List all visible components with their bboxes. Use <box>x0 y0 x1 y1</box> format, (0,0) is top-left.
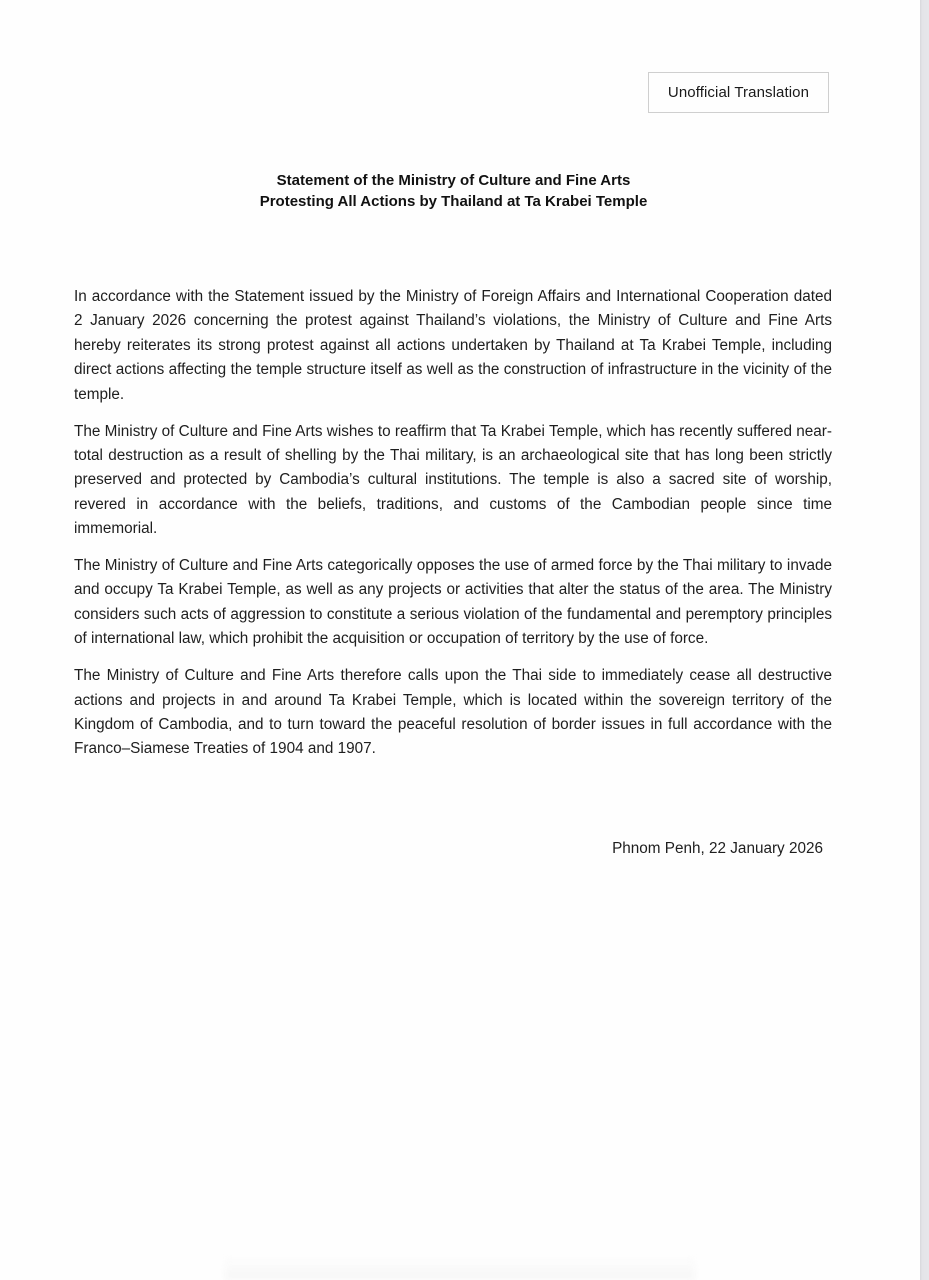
title-line-2: Protesting All Actions by Thailand at Ta Krabei Temple <box>259 193 648 210</box>
statement-body <box>74 285 832 774</box>
paragraph-3: The Ministry of Culture and Fine Arts categorically opposes the use of armed force by the Thai military to invade and occupy Ta Krabei Temple, as well as any projects or activities that alter the status of the area. The Ministry considers such acts of aggression to constitute a serious violation of the fundamental and peremptory principles of international law, which prohibit the acquisition or occupation of territory by the use of force. <box>74 557 832 648</box>
paragraph-4: The Ministry of Culture and Fine Arts therefore calls upon the Thai side to immediately cease all destructive actions and projects in and around Ta Krabei Temple, which is located within the sovereign territory of the Kingdom of Cambodia, and to turn toward the peaceful resolution of border issues in full accordance with the Franco–Siamese Treaties of 1904 and 1907. <box>74 667 832 758</box>
place-and-date: Phnom Penh, 22 January 2026 <box>612 840 823 857</box>
paragraph-2: The Ministry of Culture and Fine Arts wishes to reaffirm that Ta Krabei Temple, which has recently suffered near-total destruction as a result of shelling by the Thai military, is an archaeological site that has long been strictly preserved and protected by Cambodia’s cultural institutions. The temple is also a sacred site of worship, revered in accordance with the beliefs, traditions, and customs of the Cambodian people since time immemorial. <box>74 422 832 538</box>
paragraph-1: In accordance with the Statement issued by the Ministry of Foreign Affairs and International Cooperation dated 2 January 2026 concerning the protest against Thailand’s violations, the Ministry of Culture and Fine Arts hereby reiterates its strong protest against all actions undertaken by Thailand at Ta Krabei Temple, including direct actions affecting the temple structure itself as well as the construction of infrastructure in the vicinity of the temple. <box>74 288 832 403</box>
unofficial-translation-label <box>648 72 829 113</box>
unofficial-translation-text: Unofficial Translation <box>667 84 810 101</box>
title-line-1: Statement of the Ministry of Culture and Fine Arts <box>276 172 631 189</box>
scan-shadow <box>225 1255 695 1280</box>
page-edge-strip <box>920 0 929 1280</box>
statement-title <box>0 170 907 212</box>
